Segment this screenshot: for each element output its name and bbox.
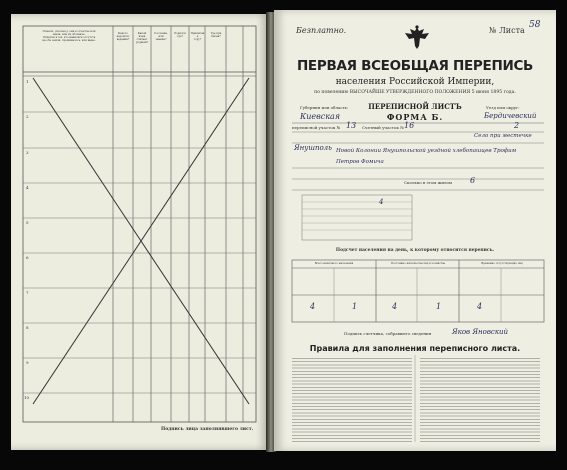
- table-col-3-header: Временно отсутствующих лиц: [481, 262, 523, 265]
- free-label: Безплатно.: [296, 26, 347, 35]
- form-sheet-label: ПЕРЕПИСНОЙ ЛИСТЪ: [368, 102, 462, 111]
- uezd-label: Уезд или округ:: [486, 105, 520, 110]
- row-number-3: 3: [26, 150, 29, 155]
- count-label: Счетный участок №: [362, 125, 404, 130]
- rules-title: Правила для заполнения переписного листа.: [309, 344, 521, 353]
- table-col-1-header: Всего наличного населения: [314, 262, 354, 265]
- table-value-2: 1: [352, 302, 358, 311]
- page-title: ПЕРВАЯ ВСЕОБЩАЯ ПЕРЕПИСЬ: [296, 58, 534, 74]
- left-col-header-1: Помеси, (сколько), они в отчестве или звали, или их обозначе. Отметки в тех, кто нанилися отсутств на обе земли, проживалось, или ныне.: [42, 30, 96, 42]
- row-number-1: 1: [26, 79, 29, 84]
- census-left-page: [11, 14, 269, 450]
- table-col-2-header: Постоянно жительства лиц в хозяйстве: [390, 262, 446, 265]
- district-label: переписной участок №: [292, 125, 341, 130]
- left-page-grid: [11, 14, 269, 450]
- left-col-header-2: Какого вероиспо ведания?: [116, 32, 130, 41]
- imperial-eagle-icon: [402, 24, 432, 52]
- place-value: Янушполь: [294, 144, 332, 152]
- house-value: 6: [470, 176, 476, 185]
- rules-text-right: [420, 358, 540, 442]
- census-right-page: [274, 10, 556, 451]
- left-col-header-6: Приписан к году?: [190, 32, 205, 41]
- row-number-6: 6: [26, 255, 29, 260]
- place-line-2: Новой Колонии Янушпольской уездной хлебопашцев Трофим Петров Фомича: [336, 148, 517, 165]
- row-number-7: 7: [26, 290, 29, 295]
- row-number-10: 10: [24, 395, 30, 400]
- form-name: ФОРМА Б.: [386, 112, 444, 122]
- decree-line: по повелению ВЫСОЧАЙШЕ УТВЕРЖДЕННОГО ПОЛОЖЕНИЯ 5 июня 1895 года.: [314, 90, 516, 95]
- house-label: Сколько в этом жилом: [404, 180, 453, 185]
- table-value-1: 4: [310, 302, 316, 311]
- table-value-4: 1: [436, 302, 442, 311]
- row-number-4: 4: [26, 185, 29, 190]
- gubernia-label: Губерния или область:: [300, 105, 349, 110]
- signature-value: Яков Яновский: [452, 328, 509, 336]
- sheet-number-value: 58: [529, 20, 541, 30]
- page-subtitle: населения Российской Империи,: [335, 77, 495, 87]
- left-col-header-5: Родился где?: [174, 32, 186, 38]
- gubernia-value: Киевская: [300, 112, 341, 121]
- count-value: 16: [404, 121, 415, 130]
- table-value-3: 4: [392, 302, 398, 311]
- table-value-5: 4: [477, 302, 483, 311]
- numbers-value: 4: [379, 198, 384, 206]
- left-col-header-4: Сословие, или звание?: [154, 32, 168, 41]
- left-col-header-7: Где при писан?: [210, 32, 222, 38]
- rules-text-left: [292, 358, 412, 442]
- left-footer-signature-label: Подпись лица заполнявшего лист.: [161, 427, 254, 432]
- owner-line: Село при местечке: [474, 133, 532, 139]
- population-count-heading: Подсчет населения на день, к которому относится перепись.: [335, 248, 495, 253]
- left-col-header-3: Какой язык считает родным?: [135, 32, 149, 44]
- row-number-9: 9: [26, 360, 29, 365]
- settlement-value: 2: [514, 121, 520, 130]
- uezd-value: Бердичевский: [484, 112, 537, 120]
- row-number-2: 2: [26, 114, 29, 119]
- row-number-8: 8: [26, 325, 29, 330]
- district-value: 13: [346, 121, 357, 130]
- row-number-5: 5: [26, 220, 29, 225]
- signature-label: Подпись счетчика, собравшего сведения: [344, 331, 432, 336]
- sheet-number-label: № Листа: [489, 26, 525, 35]
